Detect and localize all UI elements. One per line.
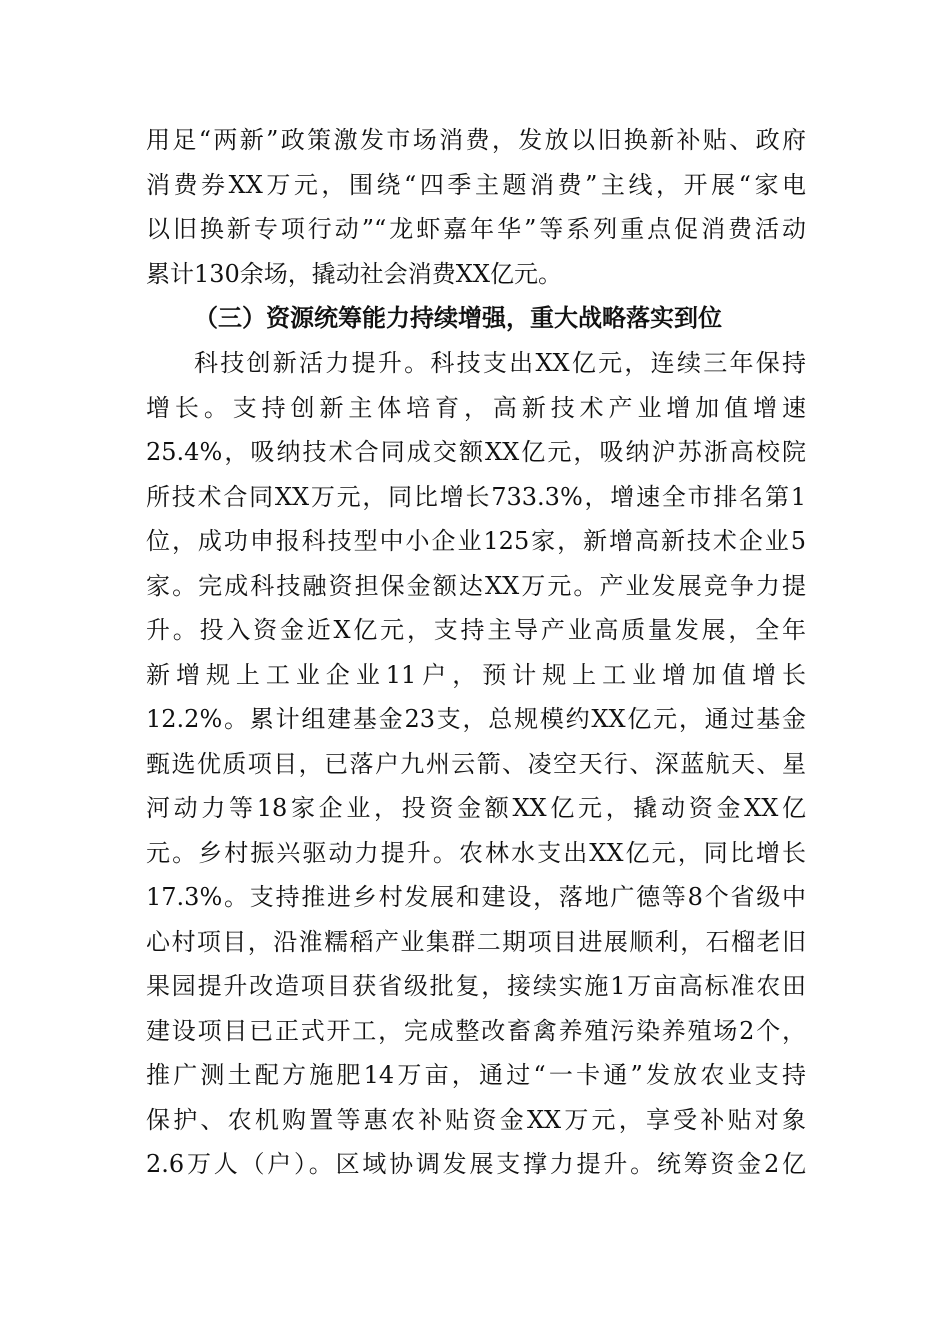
text-line: 所技术合同XX万元，同比增长733.3%，增速全市排名第1: [146, 482, 806, 511]
text-line: 累计130余场，撬动社会消费XX亿元。: [146, 259, 562, 288]
section-heading: [146, 296, 806, 341]
text-line: 以旧换新专项行动”“龙虾嘉年华”等系列重点促消费活动: [146, 215, 806, 243]
text-line: 元。乡村振兴驱动力提升。农林水支出XX亿元，同比增长: [146, 838, 806, 867]
text-line: 2.6万人（户）。区域协调发展支撑力提升。统筹资金2亿: [146, 1150, 806, 1178]
text-line: 12.2%。累计组建基金23支，总规模约XX亿元，通过基金: [146, 705, 806, 733]
text-line: 家。完成科技融资担保金额达XX万元。产业发展竞争力提: [146, 571, 806, 600]
text-line: 果园提升改造项目获省级批复，接续实施1万亩高标准农田: [146, 972, 806, 1000]
text-line: 17.3%。支持推进乡村发展和建设，落地广德等8个省级中: [146, 883, 806, 911]
text-line: 保护、农机购置等惠农补贴资金XX万元，享受补贴对象: [146, 1105, 806, 1134]
text-line: 建设项目已正式开工，完成整改畜禽养殖污染养殖场2个，: [146, 1016, 806, 1045]
text-line: 甄选优质项目，已落户九州云箭、凌空天行、深蓝航天、星: [146, 749, 806, 778]
section-heading-text: （三）资源统筹能力持续增强，重大战略落实到位: [194, 303, 722, 332]
text-line: 增长。支持创新主体培育，高新技术产业增加值增速: [146, 393, 806, 422]
text-line: 科技创新活力提升。科技支出XX亿元，连续三年保持: [194, 349, 806, 377]
text-line: 推广测土配方施肥14万亩，通过“一卡通”发放农业支持: [146, 1061, 806, 1089]
paragraph-consumption: [146, 118, 806, 296]
text-line: 25.4%，吸纳技术合同成交额XX亿元，吸纳沪苏浙高校院: [146, 438, 806, 466]
paragraph-resources: [146, 341, 806, 1187]
text-line: 新增规上工业企业11户，预计规上工业增加值增长: [146, 660, 806, 689]
text-line: 心村项目，沿淮糯稻产业集群二期项目进展顺利，石榴老旧: [146, 927, 806, 956]
text-line: 河动力等18家企业，投资金额XX亿元，撬动资金XX亿: [146, 794, 806, 822]
text-line: 升。投入资金近X亿元，支持主导产业高质量发展，全年: [146, 616, 806, 644]
text-line: 消费券XX万元，围绕“四季主题消费”主线，开展“家电: [146, 170, 806, 199]
text-line: 位，成功申报科技型中小企业125家，新增高新技术企业5: [146, 527, 806, 555]
text-line: 用足“两新”政策激发市场消费，发放以旧换新补贴、政府: [146, 126, 806, 154]
